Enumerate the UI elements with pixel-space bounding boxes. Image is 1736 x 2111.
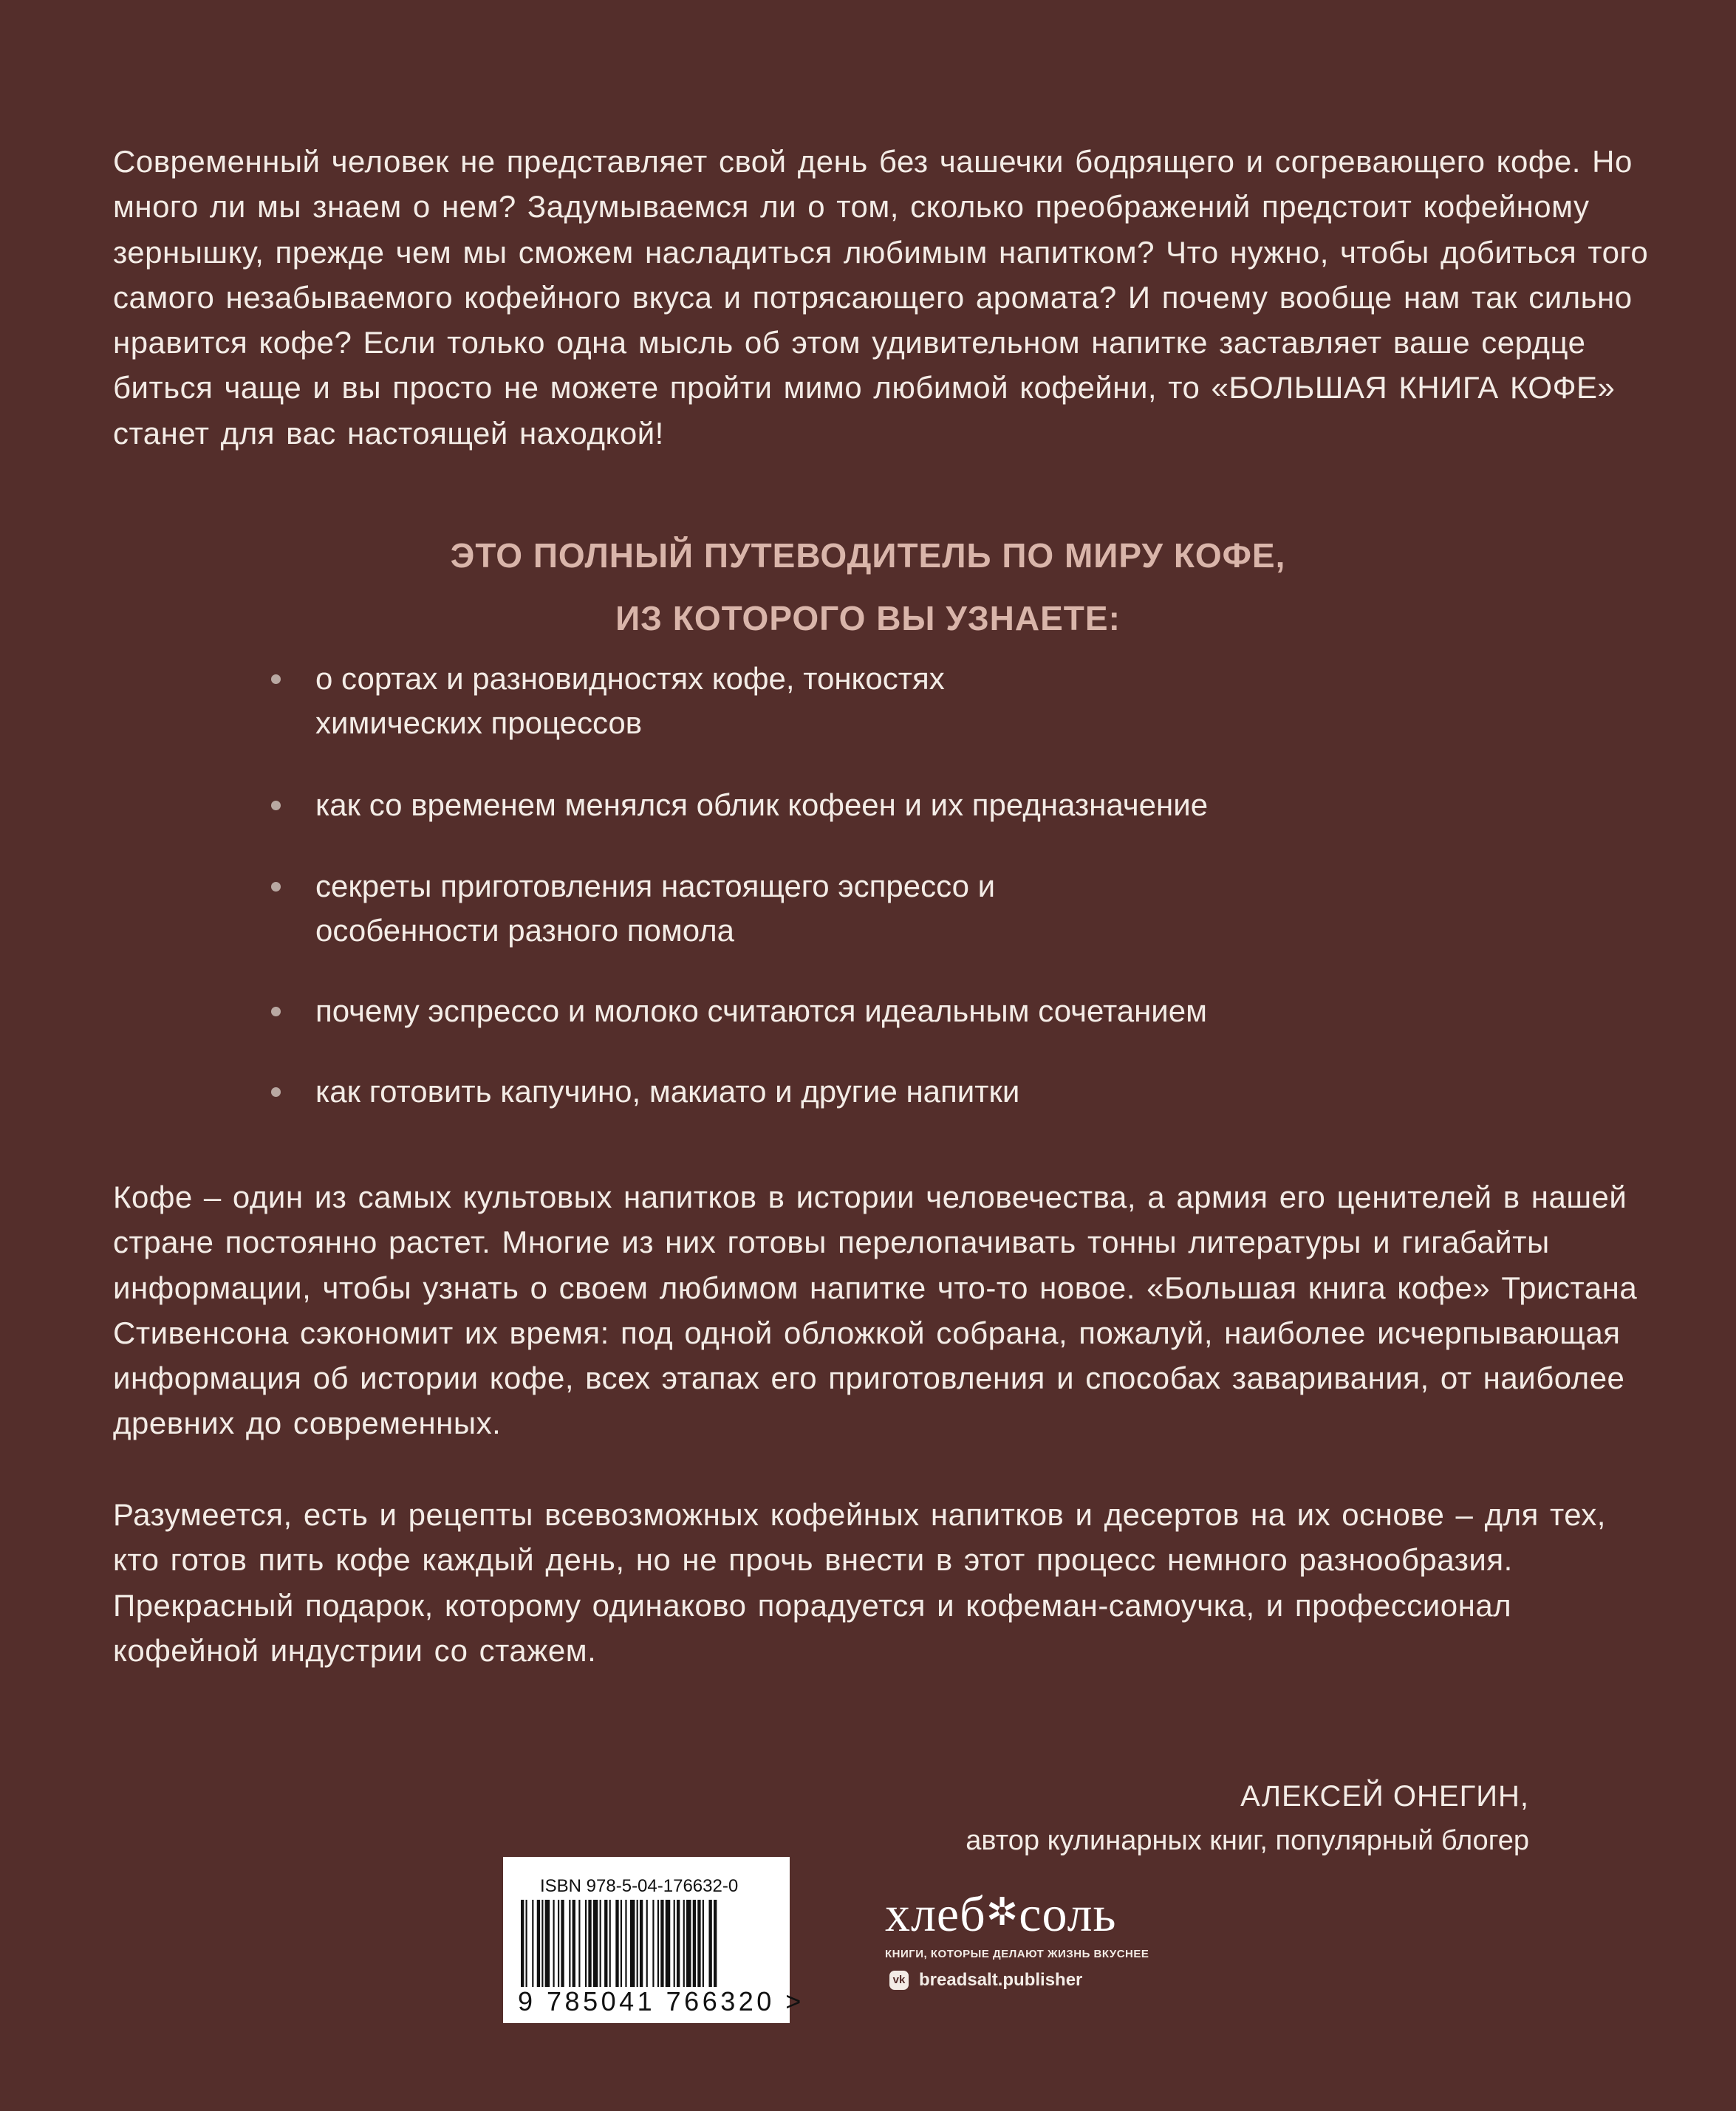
barcode-bar (541, 1900, 543, 1987)
bullet-item (284, 657, 1392, 745)
author-name: АЛЕКСЕЙ ОНЕГИН, (1240, 1780, 1529, 1813)
vk-icon: vk (889, 1971, 909, 1990)
barcode-bar (578, 1900, 580, 1987)
logo-text-right: соль (1019, 1886, 1117, 1942)
barcode-bar (697, 1900, 700, 1987)
barcode-bar (521, 1900, 524, 1987)
bullet-dot-icon (271, 1087, 281, 1097)
section-heading (0, 524, 1736, 650)
barcode-bar (637, 1900, 638, 1987)
barcode-bar (660, 1900, 663, 1987)
social-handle-text: breadsalt.publisher (919, 1970, 1083, 1990)
social-handle (892, 1968, 1083, 1993)
barcode-bar (600, 1900, 601, 1987)
bullet-item (284, 864, 1392, 953)
heading-line-1: ЭТО ПОЛНЫЙ ПУТЕВОДИТЕЛЬ ПО МИРУ КОФЕ, (450, 536, 1286, 575)
barcode-bar (703, 1900, 704, 1987)
barcode-bar (646, 1900, 648, 1987)
barcode-bar (666, 1900, 671, 1987)
barcode-bar (708, 1900, 711, 1987)
barcode-bar (593, 1900, 598, 1987)
author-role: автор кулинарных книг, популярный блогер (966, 1825, 1529, 1856)
barcode-bar (558, 1900, 559, 1987)
barcode-bar (674, 1900, 675, 1987)
bullet-dot-icon (271, 1007, 281, 1016)
bullet-item (284, 989, 1392, 1033)
bullet-text: секреты приготовления настоящего эспрессо и особенности разного помола (315, 869, 996, 948)
barcode-bar (585, 1900, 587, 1987)
body-paragraph-2: Разумеется, есть и рецепты всевозможных кофейных напитков и десертов на их основе – для тех, кто готов пить кофе каждый день, но не прочь внести в этот процесс немного разнообразия. Прекрасный подарок, которому одинаково порадуется и кофеман-самоучка, и профессионал кофейной индустрии со стажем. (113, 1497, 1606, 1668)
barcode-bar (588, 1900, 591, 1987)
isbn-label: ISBN 978-5-04-176632-0 (540, 1876, 739, 1896)
logo-text-left: хлеб (885, 1886, 986, 1942)
barcode-bar (573, 1900, 575, 1987)
body-paragraph-1: Кофе – один из самых культовых напитков в истории человечества, а армия его ценителей в нашей стране постоянно растет. Многие из них готовы перелопачивать тонны литературы и гигабайты информации, чтобы узнать о своем любимом напитке что-то новое. «Большая книга кофе» Тристана Стивенсона сэкономит их время: под одной обложкой собрана, пожалуй, наиболее исчерпывающая информация об истории кофе, всех этапах его приготовления и способах заваривания, от наиболее древних до современных. (113, 1180, 1638, 1441)
bullet-text: как со временем менялся облик кофеен и их предназначение (315, 787, 1209, 822)
barcode-block (503, 1857, 804, 2023)
barcode-bar (714, 1900, 717, 1987)
barcode-bars (521, 1900, 772, 1987)
publisher-logo (885, 1886, 1117, 1941)
barcode-bar (657, 1900, 659, 1987)
bullet-dot-icon (271, 674, 281, 684)
barcode-bar (615, 1900, 618, 1987)
bullet-item (284, 783, 1392, 827)
bullet-text: почему эспрессо и молоко считаются идеальным сочетанием (315, 993, 1207, 1028)
barcode-digits: 9 785041 766320 > (518, 1986, 804, 2016)
barcode-bar (621, 1900, 622, 1987)
barcode-bar (537, 1900, 540, 1987)
bullet-text: как готовить капучино, макиато и другие напитки (315, 1074, 1020, 1109)
bullet-item (284, 1070, 1392, 1114)
barcode-bar (677, 1900, 680, 1987)
barcode-bar (569, 1900, 570, 1987)
barcode-bar (683, 1900, 685, 1987)
publisher-tagline: КНИГИ, КОТОРЫЕ ДЕЛАЮТ ЖИЗНЬ ВКУСНЕЕ (885, 1948, 1149, 1960)
bullet-dot-icon (271, 882, 281, 892)
barcode-bar (652, 1900, 654, 1987)
bullet-dot-icon (271, 801, 281, 810)
barcode-bar (604, 1900, 607, 1987)
barcode-bar (693, 1900, 696, 1987)
barcode-bar (553, 1900, 555, 1987)
barcode-bar (625, 1900, 626, 1987)
barcode-bar (640, 1900, 643, 1987)
intro-paragraph: Современный человек не представляет свой день без чашечки бодрящего и согревающего кофе. Но много ли мы знаем о нем? Задумываемся ли о том, сколько преображений предстоит кофейному зернышку, прежде чем мы сможем насладиться любимым напитком? Что нужно, чтобы добиться того самого незабываемого кофейного вкуса и потрясающего аромата? И почему вообще нам так сильно нравится кофе? Если только одна мысль об этом удивительном напитке заставляет ваше сердце биться чаще и вы просто не можете пройти мимо любимой кофейни, то «БОЛЬШАЯ КНИГА КОФЕ» станет для вас настоящей находкой! (113, 144, 1649, 451)
barcode-bar (609, 1900, 611, 1987)
barcode-bar (561, 1900, 564, 1987)
barcode-bar (630, 1900, 635, 1987)
heading-line-2: ИЗ КОТОРОГО ВЫ УЗНАЕТЕ: (615, 599, 1121, 637)
bullet-text: о сортах и разновидностях кофе, тонкостях химических процессов (315, 661, 945, 740)
barcode-bar (686, 1900, 691, 1987)
flower-icon: ✲ (985, 1892, 1019, 1934)
barcode-bar (526, 1900, 527, 1987)
barcode-bar (532, 1900, 533, 1987)
barcode-bar (545, 1900, 550, 1987)
